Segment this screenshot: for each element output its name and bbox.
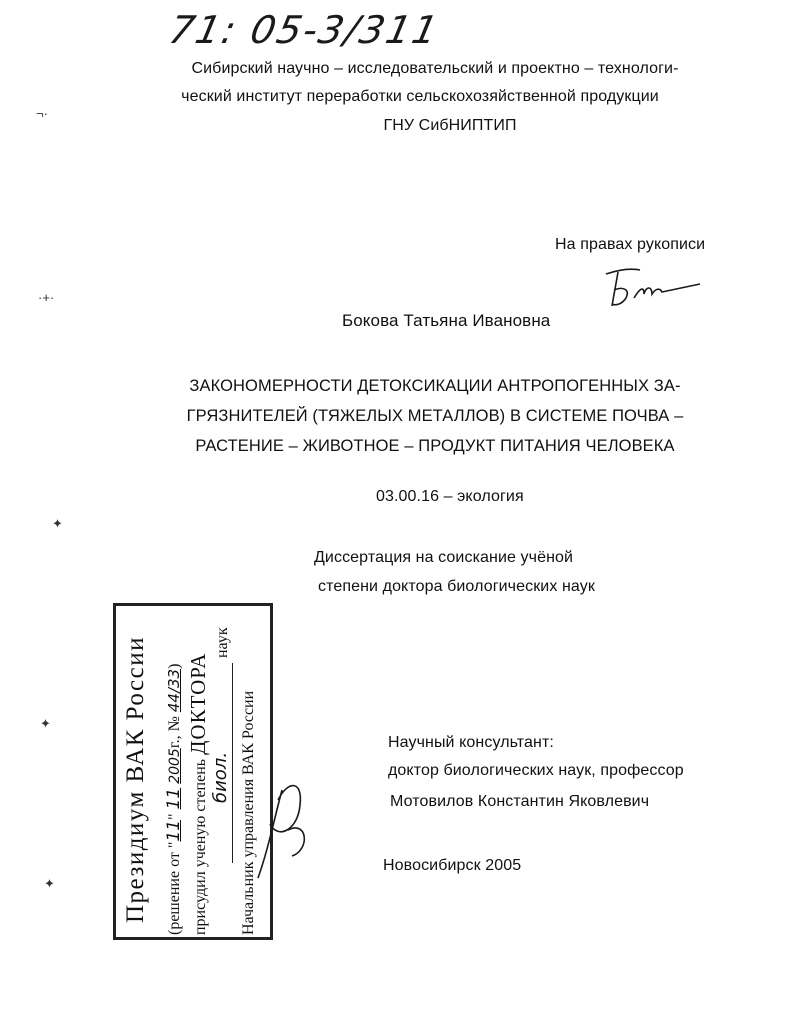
stamp-header: Президиум ВАК России xyxy=(122,636,149,923)
institute-line-3: ГНУ СибНИПТИП xyxy=(383,117,517,134)
scan-mark-icon: ✦ xyxy=(44,876,55,891)
stamp-signature-scribble xyxy=(248,760,318,890)
stamp-degree-word: ДОКТОРА xyxy=(186,652,210,755)
title-line-1: ЗАКОНОМЕРНОСТИ ДЕТОКСИКАЦИИ АНТРОПОГЕННЫХ ЗА- xyxy=(189,377,681,395)
consultant-label: Научный консультант: xyxy=(388,734,554,751)
stamp-decision-year: 2005 xyxy=(167,748,183,784)
institute-line-1: Сибирский научно – исследовательский и проектно – технологи- xyxy=(191,60,679,77)
scan-mark-icon: ✦ xyxy=(52,516,63,531)
stamp-decision xyxy=(164,664,184,935)
title-line-2: ГРЯЗНИТЕЛЕЙ (ТЯЖЕЛЫХ МЕТАЛЛОВ) В СИСТЕМЕ ПОЧВА – xyxy=(186,407,684,425)
scan-mark-icon: ·+· xyxy=(38,290,55,305)
title-line-3: РАСТЕНИЕ – ЖИВОТНОЕ – ПРОДУКТ ПИТАНИЯ ЧЕЛОВЕКА xyxy=(195,437,675,455)
rights-note: На правах рукописи xyxy=(555,236,706,253)
stamp-chief: Начальник управления ВАК России xyxy=(240,690,257,935)
stamp-decision-suffix: ) xyxy=(166,663,183,669)
stamp-decision-number: 44/33 xyxy=(165,668,183,713)
stamp-science-underline xyxy=(232,663,233,863)
stamp-decision-month: 11 xyxy=(164,787,184,810)
stamp-awarded xyxy=(186,653,211,935)
archive-code: 71: 05-3/311 xyxy=(165,8,444,52)
signature-mark xyxy=(600,264,710,312)
degree-line-1: Диссертация на соискание учёной xyxy=(314,549,574,566)
city-year: Новосибирск 2005 xyxy=(383,857,522,874)
consultant-name: Мотовилов Константин Яковлевич xyxy=(390,793,650,810)
stamp-awarded-text: присудил ученую степень xyxy=(192,758,209,935)
scan-mark-icon: ✦ xyxy=(40,716,51,731)
scan-mark-icon: ¬· xyxy=(36,106,48,121)
institute-line-2: ческий институт переработки сельскохозяйственной продукции xyxy=(181,88,659,105)
stamp-decision-sep: " xyxy=(166,813,183,820)
degree-line-2: степени доктора биологических наук xyxy=(318,578,595,595)
stamp-science-field: биол. xyxy=(210,751,231,803)
specialty-code: 03.00.16 – экология xyxy=(376,488,524,505)
stamp-decision-day: 11 xyxy=(164,819,184,842)
author-name: Бокова Татьяна Ивановна xyxy=(342,311,551,330)
consultant-rank: доктор биологических наук, профессор xyxy=(388,762,684,779)
stamp-decision-prefix: (решение от " xyxy=(166,841,183,935)
stamp-science-word: наук xyxy=(214,627,231,658)
stamp-decision-mid: г., № xyxy=(166,716,183,749)
